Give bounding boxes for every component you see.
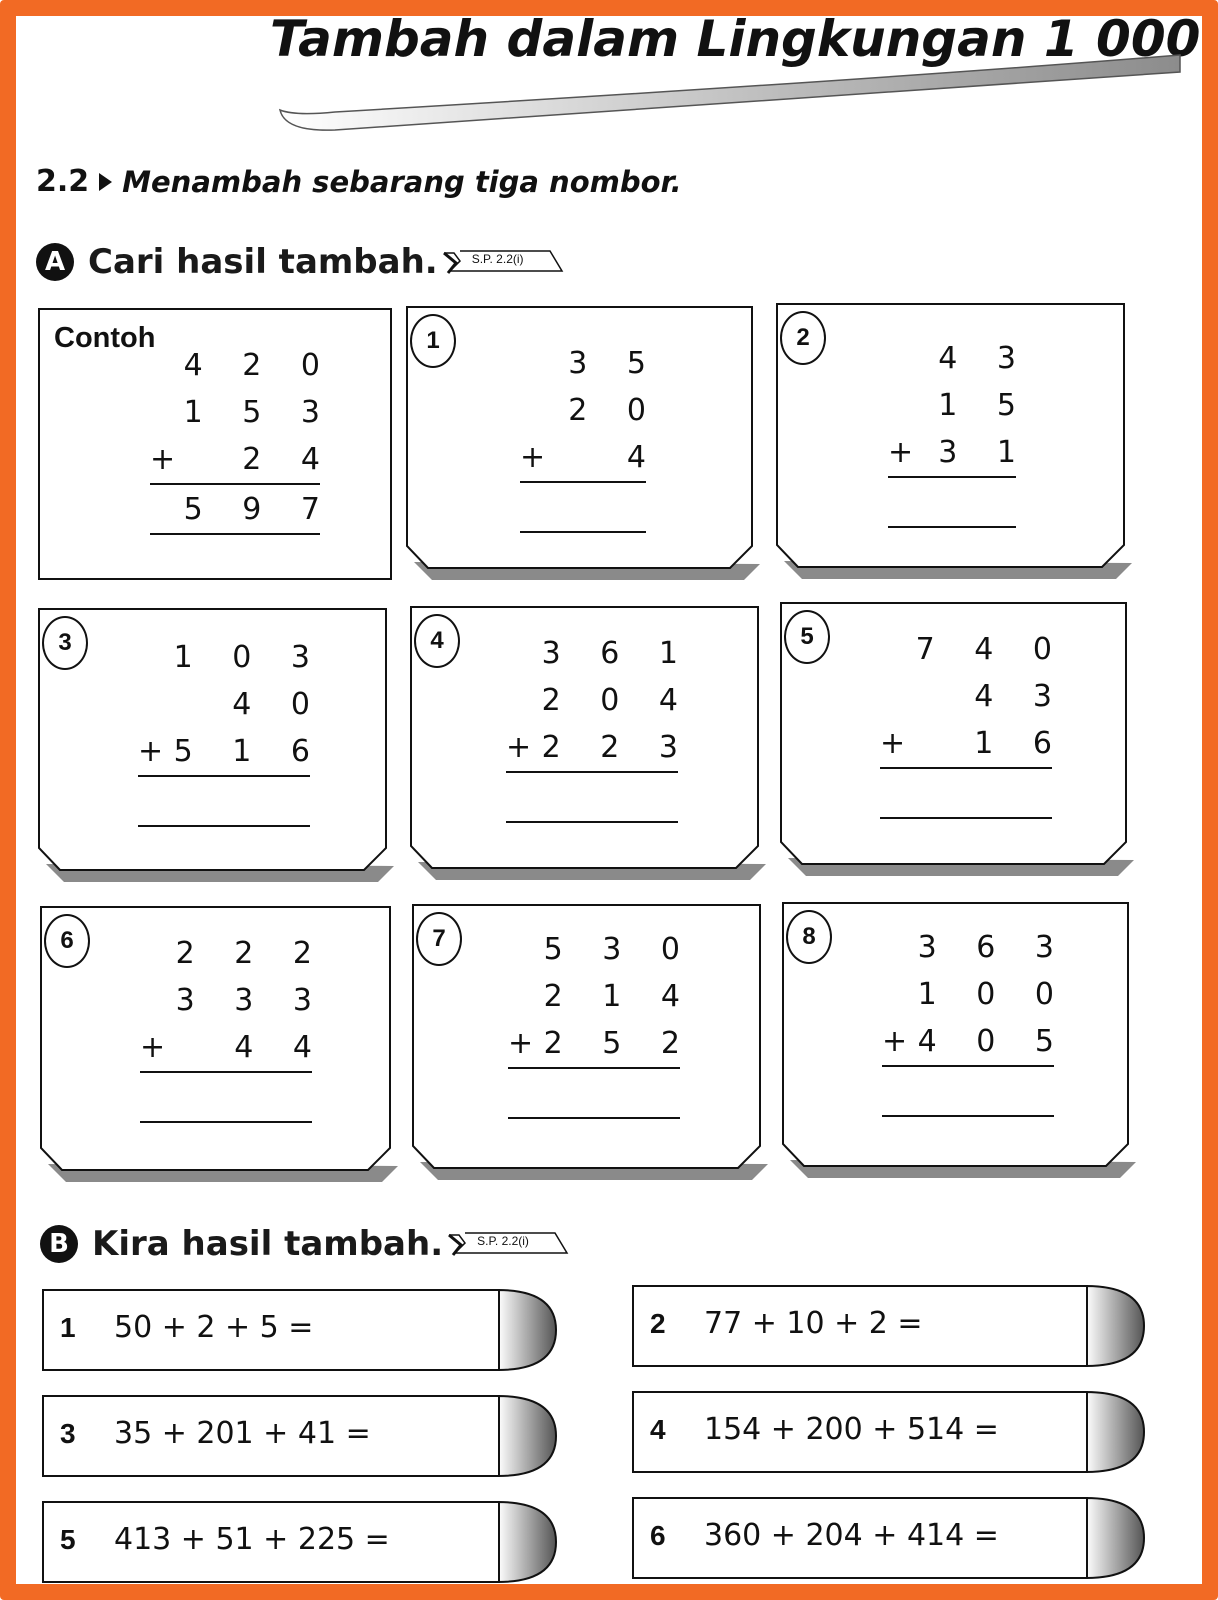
exercise-number: 3	[60, 1418, 76, 1449]
addend: 2 5 2	[543, 1026, 695, 1061]
question-number: 1	[410, 314, 456, 368]
question-number: 7	[416, 912, 462, 966]
addend: 4 0 5	[917, 1024, 1069, 1059]
section-b-sp-tag	[447, 1229, 577, 1259]
addend: 4 4	[234, 1030, 327, 1065]
exercise-b-2[interactable]	[632, 1284, 1146, 1368]
exercise-expression: 35 + 201 + 41 =	[114, 1416, 371, 1451]
exercise-number: 2	[650, 1308, 666, 1339]
exercise-b-1[interactable]	[42, 1288, 558, 1372]
addend: 4 3	[974, 679, 1067, 714]
problem-box-1	[406, 306, 762, 588]
addend: 2 0	[568, 393, 661, 428]
addend: 4 3	[938, 341, 1031, 376]
addend: 4 0	[232, 687, 325, 722]
addend: 1 6	[974, 726, 1067, 761]
plus-sign: +	[140, 1030, 166, 1065]
addend: 2 1 4	[543, 979, 695, 1014]
exercise-b-5[interactable]	[42, 1500, 558, 1584]
problem-box-2	[776, 303, 1134, 587]
answer-space[interactable]	[508, 1069, 680, 1117]
section-a-heading	[36, 242, 572, 282]
addend: 1 0 0	[917, 977, 1069, 1012]
addend: 3 5	[568, 346, 661, 381]
addend: 2 2 2	[175, 936, 327, 971]
section-b-label: Kira hasil tambah.	[92, 1224, 444, 1264]
plus-sign: +	[508, 1026, 534, 1061]
addend: 7 4 0	[915, 632, 1067, 667]
section-b-heading	[40, 1224, 577, 1264]
problem-box-5	[780, 602, 1136, 884]
problem-box-8	[782, 902, 1138, 1186]
subheading-number: 2.2	[36, 164, 90, 199]
answer-space[interactable]	[520, 483, 646, 531]
plus-sign: +	[520, 440, 546, 475]
question-number: 5	[784, 610, 830, 664]
question-number: 8	[786, 910, 832, 964]
plus-sign: +	[882, 1024, 908, 1059]
problem-box-7	[412, 904, 770, 1188]
exercise-expression: 413 + 51 + 225 =	[114, 1522, 390, 1557]
example-box	[38, 308, 392, 580]
subheading	[36, 164, 682, 199]
example-answer: 5 9 7	[183, 491, 335, 527]
section-a-badge: A	[36, 243, 74, 281]
plus-sign: +	[888, 435, 914, 470]
addend: 5 3 0	[543, 932, 695, 967]
page-title: Tambah dalam Lingkungan 1 000	[270, 10, 1201, 68]
problem-box-3	[38, 608, 396, 890]
exercise-b-3[interactable]	[42, 1394, 558, 1478]
answer-space[interactable]	[140, 1073, 312, 1121]
title-swoosh	[275, 50, 1195, 145]
answer-space[interactable]	[888, 478, 1016, 526]
question-number: 2	[780, 311, 826, 365]
exercise-expression: 360 + 204 + 414 =	[704, 1518, 999, 1553]
subheading-text: Menambah sebarang tiga nombor.	[122, 164, 682, 199]
addend: 4 2 0	[183, 348, 335, 383]
addend: 5 1 6	[173, 734, 325, 769]
plus-sign: +	[880, 726, 906, 761]
example-label: Contoh	[54, 322, 156, 354]
play-triangle-icon	[99, 173, 112, 191]
exercise-number: 5	[60, 1524, 76, 1555]
addend: 3 6 3	[917, 930, 1069, 965]
plus-sign: +	[150, 442, 176, 477]
addend: 2 0 4	[541, 683, 693, 718]
addend: 1 5	[938, 388, 1031, 423]
section-a-sp-tag	[442, 247, 572, 277]
problem-box-4	[410, 606, 768, 888]
addend: 1 5 3	[183, 395, 335, 430]
addend: 2 2 3	[541, 730, 693, 765]
answer-space[interactable]	[880, 769, 1052, 817]
question-number: 3	[42, 616, 88, 670]
exercise-expression: 154 + 200 + 514 =	[704, 1412, 999, 1447]
addend: 1 0 3	[173, 640, 325, 675]
addend: 3 1	[938, 435, 1031, 470]
sp-tag-text: S.P. 2.2(i)	[477, 1234, 529, 1248]
plus-sign: +	[138, 734, 164, 769]
exercise-b-4[interactable]	[632, 1390, 1146, 1474]
addend: 4	[626, 440, 661, 475]
answer-space[interactable]	[506, 773, 678, 821]
exercise-expression: 50 + 2 + 5 =	[114, 1310, 314, 1345]
exercise-number: 4	[650, 1414, 666, 1445]
addend: 2 4	[242, 442, 335, 477]
section-a-label: Cari hasil tambah.	[88, 242, 438, 282]
sp-tag-text: S.P. 2.2(i)	[471, 252, 524, 266]
exercise-b-6[interactable]	[632, 1496, 1146, 1580]
answer-line	[150, 533, 320, 535]
example-sum	[150, 342, 335, 535]
question-number: 6	[44, 914, 90, 968]
section-b-badge: B	[40, 1225, 78, 1263]
addend: 3 6 1	[541, 636, 693, 671]
question-number: 4	[414, 614, 460, 668]
answer-space[interactable]	[882, 1067, 1054, 1115]
exercise-expression: 77 + 10 + 2 =	[704, 1306, 923, 1341]
exercise-number: 1	[60, 1312, 76, 1343]
addend: 3 3 3	[175, 983, 327, 1018]
exercise-number: 6	[650, 1520, 666, 1551]
plus-sign: +	[506, 730, 532, 765]
problem-box-6	[40, 906, 400, 1190]
answer-space[interactable]	[138, 777, 310, 825]
